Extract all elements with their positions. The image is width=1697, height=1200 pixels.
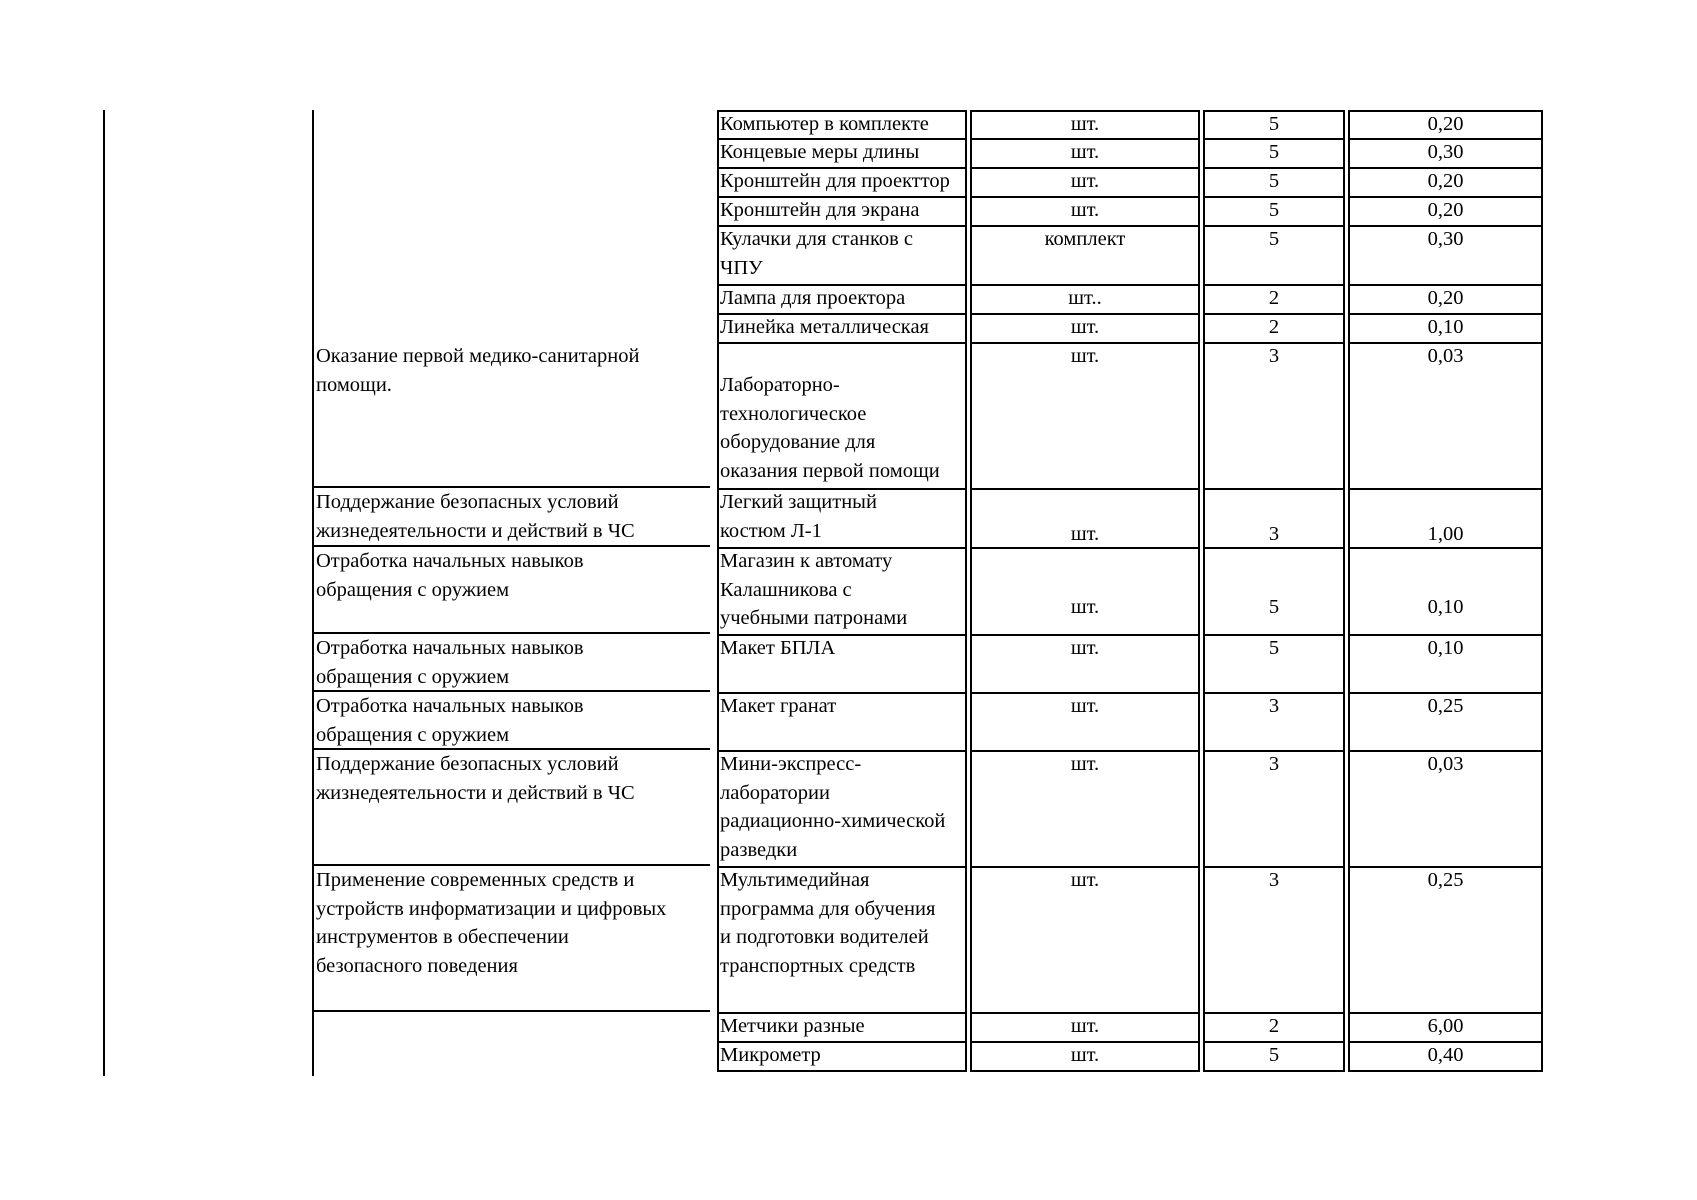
row-border bbox=[1348, 1070, 1543, 1072]
unit-cell: комплект bbox=[1044, 228, 1126, 250]
norm-cell: 0,20 bbox=[1427, 113, 1464, 135]
quantity-cell: 5 bbox=[1268, 1044, 1280, 1066]
quantity-cell: 5 bbox=[1268, 170, 1280, 192]
unit-cell: шт. bbox=[1070, 113, 1100, 135]
quantity-cell: 5 bbox=[1268, 596, 1280, 618]
quantity-cell: 5 bbox=[1268, 637, 1280, 659]
unit-cell: шт.. bbox=[1068, 287, 1102, 309]
quantity-cell: 3 bbox=[1268, 753, 1280, 775]
item-name: Легкий защитный костюм Л-1 bbox=[720, 491, 877, 542]
unit-cell: шт. bbox=[1070, 596, 1100, 618]
row-border bbox=[717, 1070, 967, 1072]
norm-cell: 1,00 bbox=[1427, 523, 1464, 545]
norm-cell: 6,00 bbox=[1427, 1015, 1464, 1037]
topic-cell: Отработка начальных навыков обращения с оружием bbox=[316, 550, 584, 601]
norm-cell: 0,30 bbox=[1427, 228, 1464, 250]
column-border bbox=[970, 110, 972, 1070]
norm-cell: 0,03 bbox=[1427, 345, 1464, 367]
item-name: Кронштейн для проекттор bbox=[720, 170, 950, 192]
quantity-cell: 3 bbox=[1268, 695, 1280, 717]
norm-cell: 0,20 bbox=[1427, 287, 1464, 309]
table-left-border bbox=[312, 110, 314, 1076]
unit-cell: шт. bbox=[1070, 637, 1100, 659]
column-border bbox=[1198, 110, 1200, 1070]
unit-cell: шт. bbox=[1070, 753, 1100, 775]
row-border bbox=[717, 342, 967, 344]
quantity-cell: 2 bbox=[1268, 287, 1280, 309]
unit-cell: шт. bbox=[1070, 170, 1100, 192]
topic-cell: Поддержание безопасных условий жизнедеятельности и действий в ЧС bbox=[316, 753, 635, 804]
norm-cell: 0,10 bbox=[1427, 316, 1464, 338]
unit-cell: шт. bbox=[1070, 1015, 1100, 1037]
row-border bbox=[1348, 488, 1543, 490]
row-border bbox=[970, 1070, 1200, 1072]
item-name: Лампа для проектора bbox=[720, 287, 906, 309]
topic-cell: Отработка начальных навыков обращения с оружием bbox=[316, 695, 584, 746]
item-name: Кронштейн для экрана bbox=[720, 199, 920, 221]
item-name: Магазин к автомату Калашникова с учебными патронами bbox=[720, 550, 908, 629]
item-name: Лабораторно- технологическое оборудование для оказания первой помощи bbox=[720, 374, 940, 482]
norm-cell: 0,10 bbox=[1427, 596, 1464, 618]
row-border bbox=[970, 488, 1200, 490]
item-name: Микрометр bbox=[720, 1044, 821, 1066]
quantity-cell: 2 bbox=[1268, 1015, 1280, 1037]
quantity-cell: 2 bbox=[1268, 316, 1280, 338]
topic-divider bbox=[313, 1010, 710, 1012]
item-name: Линейка металлическая bbox=[720, 316, 929, 338]
quantity-cell: 3 bbox=[1268, 523, 1280, 545]
item-name: Мультимедийная программа для обучения и подготовки водителей транспортных средств bbox=[720, 869, 936, 977]
item-name: Концевые меры длины bbox=[720, 141, 920, 163]
column-border bbox=[717, 110, 719, 1070]
column-border bbox=[1343, 110, 1345, 1070]
norm-cell: 0,25 bbox=[1427, 869, 1464, 891]
row-border bbox=[1203, 1070, 1345, 1072]
unit-cell: шт. bbox=[1070, 141, 1100, 163]
unit-cell: шт. bbox=[1070, 695, 1100, 717]
item-name: Макет гранат bbox=[720, 695, 837, 717]
item-name: Макет БПЛА bbox=[720, 637, 836, 659]
topic-cell: Поддержание безопасных условий жизнедеятельности и действий в ЧС bbox=[316, 491, 635, 542]
quantity-cell: 5 bbox=[1268, 228, 1280, 250]
item-name: Мини-экспресс- лаборатории радиационно-химической разведки bbox=[720, 753, 946, 861]
norm-cell: 0,10 bbox=[1427, 637, 1464, 659]
item-name: Метчики разные bbox=[720, 1015, 865, 1037]
norm-cell: 0,40 bbox=[1427, 1044, 1464, 1066]
norm-cell: 0,20 bbox=[1427, 170, 1464, 192]
quantity-cell: 3 bbox=[1268, 869, 1280, 891]
topic-cell: Отработка начальных навыков обращения с оружием bbox=[316, 637, 584, 688]
item-name: Компьютер в комплекте bbox=[720, 113, 929, 135]
column-border bbox=[965, 110, 967, 1070]
norm-cell: 0,03 bbox=[1427, 753, 1464, 775]
page-margin-line bbox=[103, 110, 105, 1076]
quantity-cell: 5 bbox=[1268, 141, 1280, 163]
quantity-cell: 5 bbox=[1268, 113, 1280, 135]
unit-cell: шт. bbox=[1070, 316, 1100, 338]
item-name: Кулачки для станков с ЧПУ bbox=[720, 228, 914, 279]
unit-cell: шт. bbox=[1070, 199, 1100, 221]
norm-cell: 0,25 bbox=[1427, 695, 1464, 717]
unit-cell: шт. bbox=[1070, 869, 1100, 891]
row-border bbox=[1203, 488, 1345, 490]
norm-cell: 0,20 bbox=[1427, 199, 1464, 221]
topic-cell: Оказание первой медико-санитарной помощи. bbox=[316, 345, 640, 396]
column-border bbox=[1203, 110, 1205, 1070]
unit-cell: шт. bbox=[1070, 523, 1100, 545]
quantity-cell: 3 bbox=[1268, 345, 1280, 367]
norm-cell: 0,30 bbox=[1427, 141, 1464, 163]
column-border bbox=[1541, 110, 1543, 1070]
topic-cell: Применение современных средств и устройств информатизации и цифровых инструментов в обеспечении безопасного поведения bbox=[316, 869, 667, 977]
column-border bbox=[1348, 110, 1350, 1070]
unit-cell: шт. bbox=[1070, 345, 1100, 367]
quantity-cell: 5 bbox=[1268, 199, 1280, 221]
unit-cell: шт. bbox=[1070, 1044, 1100, 1066]
